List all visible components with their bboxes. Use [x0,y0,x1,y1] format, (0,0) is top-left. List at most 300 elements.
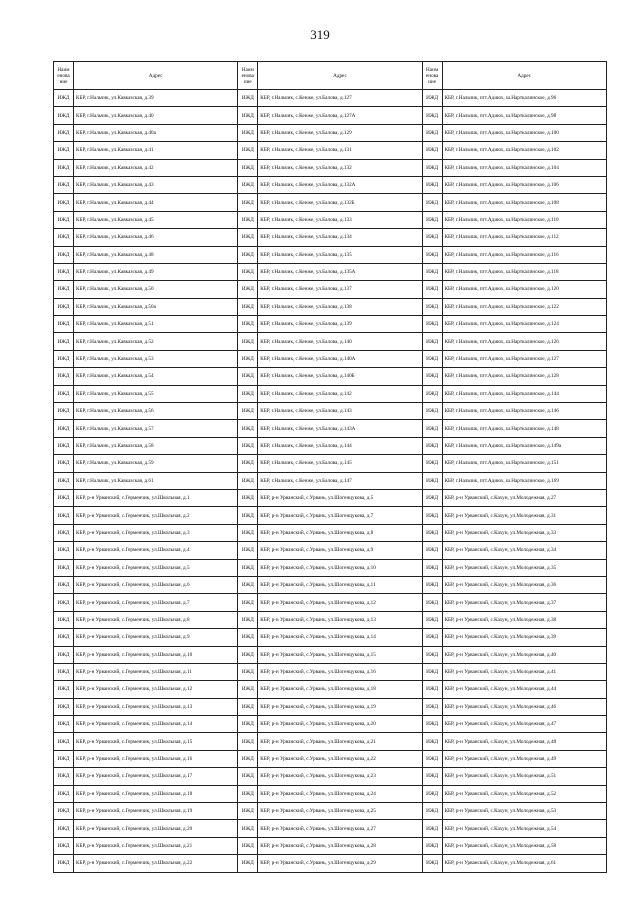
table-row [54,437,607,454]
address-cell: КБР, г.Нальчик, с.Кенже, ул.Балова, д.127 [258,90,422,107]
building-type-cell: ИЖД [54,542,74,559]
address-cell: КБР, г.Нальчик, пгт.Адиюх, ш.Нарткалинское, д.110 [442,211,606,228]
building-type-cell: ИЖД [422,350,442,367]
address-cell: КБР, г.Нальчик, с.Кенже, ул.Балова, д.127А [258,107,422,124]
building-type-cell: ИЖД [54,698,74,715]
building-type-cell: ИЖД [54,629,74,646]
building-type-cell: ИЖД [238,420,258,437]
address-cell: КБР, г.Нальчик, с.Кенже, ул.Балова, д.133 [258,211,422,228]
address-cell: КБР, г.Нальчик, пгт.Адиюх, ш.Нарткалинское, д.106 [442,176,606,193]
building-type-cell: ИЖД [54,420,74,437]
building-type-cell: ИЖД [54,90,74,107]
address-cell: КБР, г.Нальчик, с.Кенже, ул.Балова, д.135 [258,246,422,263]
address-cell: КБР, г.Нальчик, с.Кенже, ул.Балова, д.142 [258,385,422,402]
table-body [54,90,607,873]
address-cell: КБР, г.Нальчик, ул.Кавказская, д.49 [74,263,238,280]
address-cell: КБР, р-н Урванский, с.Герменчик, ул.Школьная, д.19 [74,803,238,820]
building-type-cell: ИЖД [238,489,258,506]
address-cell: КБР, р-н Урванский, с.Урвань, ул.Шогенцукова, д.7 [258,507,422,524]
building-type-cell: ИЖД [238,716,258,733]
address-cell: КБР, г.Нальчик, пгт.Адиюх, ш.Нарткалинское, д.100 [442,124,606,141]
building-type-cell: ИЖД [238,316,258,333]
address-cell: КБР, р-н Урванский, с.Герменчик, ул.Школьная, д.12 [74,681,238,698]
building-type-cell: ИЖД [54,803,74,820]
address-cell: КБР, г.Нальчик, пгт.Адиюх, ш.Нарткалинское, д.169 [442,472,606,489]
building-type-cell: ИЖД [238,576,258,593]
address-cell: КБР, р-н Урванский, с.Урвань, ул.Шогенцукова, д.13 [258,611,422,628]
building-type-cell: ИЖД [54,437,74,454]
address-cell: КБР, р-н Урванский, с.Герменчик, ул.Школьная, д.18 [74,785,238,802]
address-cell: КБР, р-н Урванский, с.Урвань, ул.Шогенцукова, д.12 [258,594,422,611]
building-type-cell: ИЖД [422,663,442,680]
building-type-cell: ИЖД [422,507,442,524]
building-type-cell: ИЖД [422,437,442,454]
building-type-cell: ИЖД [422,646,442,663]
table-row [54,803,607,820]
table-row [54,420,607,437]
address-cell: КБР, р-н Урванский, с.Кахун, ул.Молодежная, д.37 [442,594,606,611]
building-type-cell: ИЖД [238,298,258,315]
building-type-cell: ИЖД [238,107,258,124]
address-cell: КБР, р-н Урванский, с.Урвань, ул.Шогенцукова, д.9 [258,542,422,559]
address-cell: КБР, р-н Урванский, с.Герменчик, ул.Школьная, д.1 [74,489,238,506]
building-type-cell: ИЖД [54,507,74,524]
table-row [54,820,607,837]
building-type-cell: ИЖД [422,750,442,767]
building-type-cell: ИЖД [422,611,442,628]
address-cell: КБР, р-н Урванский, с.Герменчик, ул.Школьная, д.14 [74,716,238,733]
building-type-cell: ИЖД [54,855,74,872]
building-type-cell: ИЖД [238,368,258,385]
building-type-cell: ИЖД [422,333,442,350]
address-cell: КБР, г.Нальчик, с.Кенже, ул.Балова, д.144 [258,437,422,454]
building-type-cell: ИЖД [422,733,442,750]
building-type-cell: ИЖД [54,785,74,802]
address-cell: КБР, р-н Урванский, с.Кахун, ул.Молодежная, д.36 [442,576,606,593]
building-type-cell: ИЖД [238,159,258,176]
building-type-cell: ИЖД [54,750,74,767]
building-type-cell: ИЖД [422,298,442,315]
address-cell: КБР, р-н Урванский, с.Урвань, ул.Шогенцукова, д.22 [258,750,422,767]
building-type-cell: ИЖД [238,281,258,298]
address-cell: КБР, г.Нальчик, с.Кенже, ул.Балова, д.147 [258,472,422,489]
table-row [54,663,607,680]
address-cell: КБР, р-н Урванский, с.Урвань, ул.Шогенцукова, д.10 [258,559,422,576]
address-cell: КБР, р-н Урванский, с.Урвань, ул.Шогенцукова, д.15 [258,646,422,663]
address-cell: КБР, г.Нальчик, ул.Кавказская, д.53 [74,350,238,367]
address-cell: КБР, р-н Урванский, с.Урвань, ул.Шогенцукова, д.19 [258,698,422,715]
address-cell: КБР, г.Нальчик, ул.Кавказская, д.40 [74,107,238,124]
building-type-cell: ИЖД [422,594,442,611]
table-row [54,855,607,872]
building-type-cell: ИЖД [238,246,258,263]
building-type-cell: ИЖД [238,803,258,820]
building-type-cell: ИЖД [422,124,442,141]
address-cell: КБР, р-н Урванский, с.Кахун, ул.Молодежная, д.54 [442,820,606,837]
table-row [54,229,607,246]
table-row [54,733,607,750]
address-cell: КБР, г.Нальчик, ул.Кавказская, д.46 [74,229,238,246]
address-cell: КБР, р-н Урванский, с.Герменчик, ул.Школьная, д.7 [74,594,238,611]
address-cell: КБР, г.Нальчик, ул.Кавказская, д.55 [74,385,238,402]
building-type-cell: ИЖД [422,263,442,280]
building-type-cell: ИЖД [238,750,258,767]
building-type-cell: ИЖД [238,733,258,750]
building-type-cell: ИЖД [422,855,442,872]
address-cell: КБР, р-н Урванский, с.Кахун, ул.Молодежная, д.52 [442,785,606,802]
address-cell: КБР, г.Нальчик, пгт.Адиюх, ш.Нарткалинское, д.148 [442,420,606,437]
building-type-cell: ИЖД [238,611,258,628]
building-type-cell: ИЖД [422,455,442,472]
address-cell: КБР, г.Нальчик, ул.Кавказская, д.54 [74,368,238,385]
address-cell: КБР, г.Нальчик, ул.Кавказская, д.41 [74,142,238,159]
building-type-cell: ИЖД [238,142,258,159]
address-cell: КБР, г.Нальчик, с.Кенже, ул.Балова, д.140Б [258,368,422,385]
building-type-cell: ИЖД [238,542,258,559]
address-cell: КБР, г.Нальчик, пгт.Адиюх, ш.Нарткалинское, д.151 [442,455,606,472]
table-row [54,629,607,646]
table-row [54,489,607,506]
building-type-cell: ИЖД [54,594,74,611]
header-address-1: Адрес [74,62,238,90]
table-row [54,472,607,489]
building-type-cell: ИЖД [54,681,74,698]
building-type-cell: ИЖД [238,855,258,872]
address-cell: КБР, г.Нальчик, пгт.Адиюх, ш.Нарткалинское, д.118 [442,263,606,280]
table-row [54,298,607,315]
address-cell: КБР, р-н Урванский, с.Кахун, ул.Молодежная, д.47 [442,716,606,733]
building-type-cell: ИЖД [54,229,74,246]
address-cell: КБР, р-н Урванский, с.Кахун, ул.Молодежная, д.33 [442,524,606,541]
building-type-cell: ИЖД [238,646,258,663]
address-cell: КБР, р-н Урванский, с.Кахун, ул.Молодежная, д.31 [442,507,606,524]
address-cell: КБР, р-н Урванский, с.Кахун, ул.Молодежная, д.39 [442,629,606,646]
building-type-cell: ИЖД [54,316,74,333]
building-type-cell: ИЖД [54,559,74,576]
address-cell: КБР, р-н Урванский, с.Герменчик, ул.Школьная, д.10 [74,646,238,663]
table-row [54,837,607,854]
building-type-cell: ИЖД [238,385,258,402]
building-type-cell: ИЖД [422,820,442,837]
building-type-cell: ИЖД [238,403,258,420]
building-type-cell: ИЖД [54,524,74,541]
address-cell: КБР, р-н Урванский, с.Кахун, ул.Молодежная, д.46 [442,698,606,715]
building-type-cell: ИЖД [54,768,74,785]
address-cell: КБР, г.Нальчик, ул.Кавказская, д.43 [74,176,238,193]
address-cell: КБР, р-н Урванский, с.Кахун, ул.Молодежная, д.27 [442,489,606,506]
table-row [54,403,607,420]
address-cell: КБР, р-н Урванский, с.Урвань, ул.Шогенцукова, д.20 [258,716,422,733]
address-cell: КБР, г.Нальчик, с.Кенже, ул.Балова, д.129 [258,124,422,141]
building-type-cell: ИЖД [422,489,442,506]
table-header-row [54,62,607,90]
building-type-cell: ИЖД [54,837,74,854]
address-cell: КБР, г.Нальчик, пгт.Адиюх, ш.Нарткалинское, д.98 [442,107,606,124]
address-cell: КБР, р-н Урванский, с.Урвань, ул.Шогенцукова, д.5 [258,489,422,506]
table-row [54,385,607,402]
building-type-cell: ИЖД [238,837,258,854]
building-type-cell: ИЖД [422,716,442,733]
address-cell: КБР, г.Нальчик, пгт.Адиюх, ш.Нарткалинское, д.128 [442,368,606,385]
building-type-cell: ИЖД [54,159,74,176]
table-row [54,576,607,593]
header-address-3: Адрес [442,62,606,90]
address-cell: КБР, г.Нальчик, ул.Кавказская, д.59 [74,455,238,472]
building-type-cell: ИЖД [54,820,74,837]
address-cell: КБР, г.Нальчик, с.Кенже, ул.Балова, д.140 [258,333,422,350]
address-cell: КБР, р-н Урванский, с.Герменчик, ул.Школьная, д.13 [74,698,238,715]
address-cell: КБР, г.Нальчик, с.Кенже, ул.Балова, д.134 [258,229,422,246]
header-type-3: Наим енова ние [422,62,442,90]
building-type-cell: ИЖД [238,768,258,785]
address-table [53,61,607,873]
building-type-cell: ИЖД [238,350,258,367]
address-cell: КБР, г.Нальчик, пгт.Адиюх, ш.Нарткалинское, д.122 [442,298,606,315]
table-row [54,681,607,698]
table-row [54,646,607,663]
building-type-cell: ИЖД [238,194,258,211]
building-type-cell: ИЖД [238,507,258,524]
building-type-cell: ИЖД [54,368,74,385]
table-row [54,716,607,733]
building-type-cell: ИЖД [422,420,442,437]
table-row [54,263,607,280]
address-cell: КБР, г.Нальчик, ул.Кавказская, д.44 [74,194,238,211]
address-cell: КБР, г.Нальчик, ул.Кавказская, д.58 [74,437,238,454]
building-type-cell: ИЖД [422,472,442,489]
address-cell: КБР, р-н Урванский, с.Урвань, ул.Шогенцукова, д.18 [258,681,422,698]
building-type-cell: ИЖД [238,263,258,280]
building-type-cell: ИЖД [422,803,442,820]
table-row [54,368,607,385]
building-type-cell: ИЖД [54,142,74,159]
table-row [54,455,607,472]
building-type-cell: ИЖД [238,681,258,698]
address-cell: КБР, г.Нальчик, с.Кенже, ул.Балова, д.143А [258,420,422,437]
building-type-cell: ИЖД [54,489,74,506]
building-type-cell: ИЖД [422,559,442,576]
building-type-cell: ИЖД [238,472,258,489]
address-cell: КБР, г.Нальчик, пгт.Адиюх, ш.Нарткалинское, д.149а [442,437,606,454]
address-cell: КБР, г.Нальчик, пгт.Адиюх, ш.Нарткалинское, д.96 [442,90,606,107]
address-cell: КБР, г.Нальчик, с.Кенже, ул.Балова, д.145 [258,455,422,472]
address-cell: КБР, р-н Урванский, с.Герменчик, ул.Школьная, д.16 [74,750,238,767]
building-type-cell: ИЖД [54,646,74,663]
building-type-cell: ИЖД [54,194,74,211]
building-type-cell: ИЖД [54,176,74,193]
address-cell: КБР, р-н Урванский, с.Герменчик, ул.Школьная, д.3 [74,524,238,541]
address-cell: КБР, г.Нальчик, ул.Кавказская, д.48 [74,246,238,263]
address-cell: КБР, г.Нальчик, ул.Кавказская, д.57 [74,420,238,437]
table-row [54,176,607,193]
address-cell: КБР, р-н Урванский, с.Кахун, ул.Молодежная, д.51 [442,768,606,785]
address-cell: КБР, г.Нальчик, пгт.Адиюх, ш.Нарткалинское, д.102 [442,142,606,159]
building-type-cell: ИЖД [54,211,74,228]
address-cell: КБР, г.Нальчик, ул.Кавказская, д.50 [74,281,238,298]
address-cell: КБР, р-н Урванский, с.Кахун, ул.Молодежная, д.34 [442,542,606,559]
address-cell: КБР, р-н Урванский, с.Герменчик, ул.Школьная, д.8 [74,611,238,628]
building-type-cell: ИЖД [422,246,442,263]
table-row [54,333,607,350]
table-row [54,350,607,367]
address-cell: КБР, г.Нальчик, с.Кенже, ул.Балова, д.137 [258,281,422,298]
building-type-cell: ИЖД [422,90,442,107]
building-type-cell: ИЖД [54,124,74,141]
building-type-cell: ИЖД [54,333,74,350]
table-row [54,194,607,211]
address-cell: КБР, р-н Урванский, с.Урвань, ул.Шогенцукова, д.23 [258,768,422,785]
address-cell: КБР, г.Нальчик, с.Кенже, ул.Балова, д.132А [258,176,422,193]
building-type-cell: ИЖД [238,629,258,646]
address-cell: КБР, г.Нальчик, с.Кенже, ул.Балова, д.135А [258,263,422,280]
header-type-1: Наим енова ние [54,62,74,90]
address-cell: КБР, г.Нальчик, с.Кенже, ул.Балова, д.139 [258,316,422,333]
table-row [54,559,607,576]
address-cell: КБР, г.Нальчик, пгт.Адиюх, ш.Нарткалинское, д.112 [442,229,606,246]
building-type-cell: ИЖД [238,176,258,193]
table-row [54,611,607,628]
building-type-cell: ИЖД [54,716,74,733]
address-cell: КБР, р-н Урванский, с.Урвань, ул.Шогенцукова, д.16 [258,663,422,680]
building-type-cell: ИЖД [422,229,442,246]
address-cell: КБР, г.Нальчик, пгт.Адиюх, ш.Нарткалинское, д.104 [442,159,606,176]
building-type-cell: ИЖД [238,90,258,107]
address-cell: КБР, г.Нальчик, ул.Кавказская, д.40а [74,124,238,141]
building-type-cell: ИЖД [54,107,74,124]
address-cell: КБР, г.Нальчик, пгт.Адиюх, ш.Нарткалинское, д.124 [442,316,606,333]
address-cell: КБР, р-н Урванский, с.Герменчик, ул.Школьная, д.15 [74,733,238,750]
address-cell: КБР, р-н Урванский, с.Кахун, ул.Молодежная, д.35 [442,559,606,576]
table-row [54,542,607,559]
building-type-cell: ИЖД [422,281,442,298]
address-cell: КБР, р-н Урванский, с.Герменчик, ул.Школьная, д.17 [74,768,238,785]
table-row [54,785,607,802]
address-cell: КБР, р-н Урванский, с.Герменчик, ул.Школьная, д.21 [74,837,238,854]
address-cell: КБР, р-н Урванский, с.Герменчик, ул.Школьная, д.9 [74,629,238,646]
address-cell: КБР, р-н Урванский, с.Герменчик, ул.Школьная, д.11 [74,663,238,680]
address-cell: КБР, г.Нальчик, пгт.Адиюх, ш.Нарткалинское, д.144 [442,385,606,402]
building-type-cell: ИЖД [238,663,258,680]
table-row [54,594,607,611]
building-type-cell: ИЖД [422,681,442,698]
building-type-cell: ИЖД [422,159,442,176]
table-row [54,246,607,263]
table-row [54,768,607,785]
table-row [54,698,607,715]
address-cell: КБР, г.Нальчик, ул.Кавказская, д.61 [74,472,238,489]
building-type-cell: ИЖД [238,333,258,350]
address-cell: КБР, р-н Урванский, с.Герменчик, ул.Школьная, д.6 [74,576,238,593]
table-row [54,281,607,298]
building-type-cell: ИЖД [238,229,258,246]
address-cell: КБР, г.Нальчик, ул.Кавказская, д.52 [74,333,238,350]
address-cell: КБР, р-н Урванский, с.Кахун, ул.Молодежная, д.38 [442,611,606,628]
table-row [54,316,607,333]
address-cell: КБР, г.Нальчик, с.Кенже, ул.Балова, д.132Б [258,194,422,211]
building-type-cell: ИЖД [54,298,74,315]
address-cell: КБР, р-н Урванский, с.Кахун, ул.Молодежная, д.61 [442,855,606,872]
address-cell: КБР, р-н Урванский, с.Кахун, ул.Молодежная, д.48 [442,733,606,750]
address-cell: КБР, г.Нальчик, ул.Кавказская, д.50а [74,298,238,315]
table-row [54,142,607,159]
building-type-cell: ИЖД [422,316,442,333]
address-cell: КБР, р-н Урванский, с.Кахун, ул.Молодежная, д.53 [442,803,606,820]
building-type-cell: ИЖД [238,820,258,837]
building-type-cell: ИЖД [422,576,442,593]
building-type-cell: ИЖД [54,246,74,263]
address-cell: КБР, р-н Урванский, с.Урвань, ул.Шогенцукова, д.21 [258,733,422,750]
address-cell: КБР, р-н Урванский, с.Урвань, ул.Шогенцукова, д.8 [258,524,422,541]
header-type-2: Наим енова ние [238,62,258,90]
table-row [54,124,607,141]
building-type-cell: ИЖД [422,107,442,124]
page-number: 319 [310,27,330,42]
address-cell: КБР, г.Нальчик, ул.Кавказская, д.42 [74,159,238,176]
address-cell: КБР, г.Нальчик, ул.Кавказская, д.56 [74,403,238,420]
building-type-cell: ИЖД [422,524,442,541]
address-cell: КБР, р-н Урванский, с.Кахун, ул.Молодежная, д.44 [442,681,606,698]
address-cell: КБР, г.Нальчик, пгт.Адиюх, ш.Нарткалинское, д.127 [442,350,606,367]
building-type-cell: ИЖД [422,403,442,420]
address-cell: КБР, г.Нальчик, с.Кенже, ул.Балова, д.140А [258,350,422,367]
address-cell: КБР, г.Нальчик, пгт.Адиюх, ш.Нарткалинское, д.108 [442,194,606,211]
building-type-cell: ИЖД [54,611,74,628]
building-type-cell: ИЖД [422,768,442,785]
building-type-cell: ИЖД [54,663,74,680]
address-cell: КБР, р-н Урванский, с.Герменчик, ул.Школьная, д.2 [74,507,238,524]
address-cell: КБР, г.Нальчик, пгт.Адиюх, ш.Нарткалинское, д.116 [442,246,606,263]
building-type-cell: ИЖД [238,594,258,611]
address-cell: КБР, р-н Урванский, с.Урвань, ул.Шогенцукова, д.27 [258,820,422,837]
building-type-cell: ИЖД [422,368,442,385]
table-row [54,159,607,176]
address-cell: КБР, р-н Урванский, с.Герменчик, ул.Школьная, д.22 [74,855,238,872]
address-cell: КБР, г.Нальчик, с.Кенже, ул.Балова, д.143 [258,403,422,420]
address-cell: КБР, г.Нальчик, с.Кенже, ул.Балова, д.131 [258,142,422,159]
table-row [54,524,607,541]
address-cell: КБР, г.Нальчик, ул.Кавказская, д.45 [74,211,238,228]
address-cell: КБР, р-н Урванский, с.Кахун, ул.Молодежная, д.49 [442,750,606,767]
table-row [54,750,607,767]
address-cell: КБР, р-н Урванский, с.Герменчик, ул.Школьная, д.20 [74,820,238,837]
building-type-cell: ИЖД [54,403,74,420]
address-cell: КБР, г.Нальчик, пгт.Адиюх, ш.Нарткалинское, д.146 [442,403,606,420]
building-type-cell: ИЖД [54,350,74,367]
building-type-cell: ИЖД [422,176,442,193]
address-cell: КБР, г.Нальчик, пгт.Адиюх, ш.Нарткалинское, д.126 [442,333,606,350]
address-cell: КБР, г.Нальчик, ул.Кавказская, д.39 [74,90,238,107]
building-type-cell: ИЖД [238,124,258,141]
table-row [54,507,607,524]
address-cell: КБР, р-н Урванский, с.Урвань, ул.Шогенцукова, д.11 [258,576,422,593]
building-type-cell: ИЖД [54,263,74,280]
address-cell: КБР, р-н Урванский, с.Кахун, ул.Молодежная, д.40 [442,646,606,663]
building-type-cell: ИЖД [422,629,442,646]
building-type-cell: ИЖД [238,211,258,228]
address-cell: КБР, р-н Урванский, с.Урвань, ул.Шогенцукова, д.24 [258,785,422,802]
address-cell: КБР, р-н Урванский, с.Кахун, ул.Молодежная, д.58 [442,837,606,854]
address-cell: КБР, г.Нальчик, пгт.Адиюх, ш.Нарткалинское, д.120 [442,281,606,298]
address-cell: КБР, р-н Урванский, с.Герменчик, ул.Школьная, д.4 [74,542,238,559]
address-cell: КБР, р-н Урванский, с.Урвань, ул.Шогенцукова, д.28 [258,837,422,854]
building-type-cell: ИЖД [54,472,74,489]
building-type-cell: ИЖД [238,785,258,802]
building-type-cell: ИЖД [422,211,442,228]
address-cell: КБР, р-н Урванский, с.Урвань, ул.Шогенцукова, д.25 [258,803,422,820]
address-cell: КБР, г.Нальчик, с.Кенже, ул.Балова, д.138 [258,298,422,315]
building-type-cell: ИЖД [238,559,258,576]
building-type-cell: ИЖД [54,385,74,402]
